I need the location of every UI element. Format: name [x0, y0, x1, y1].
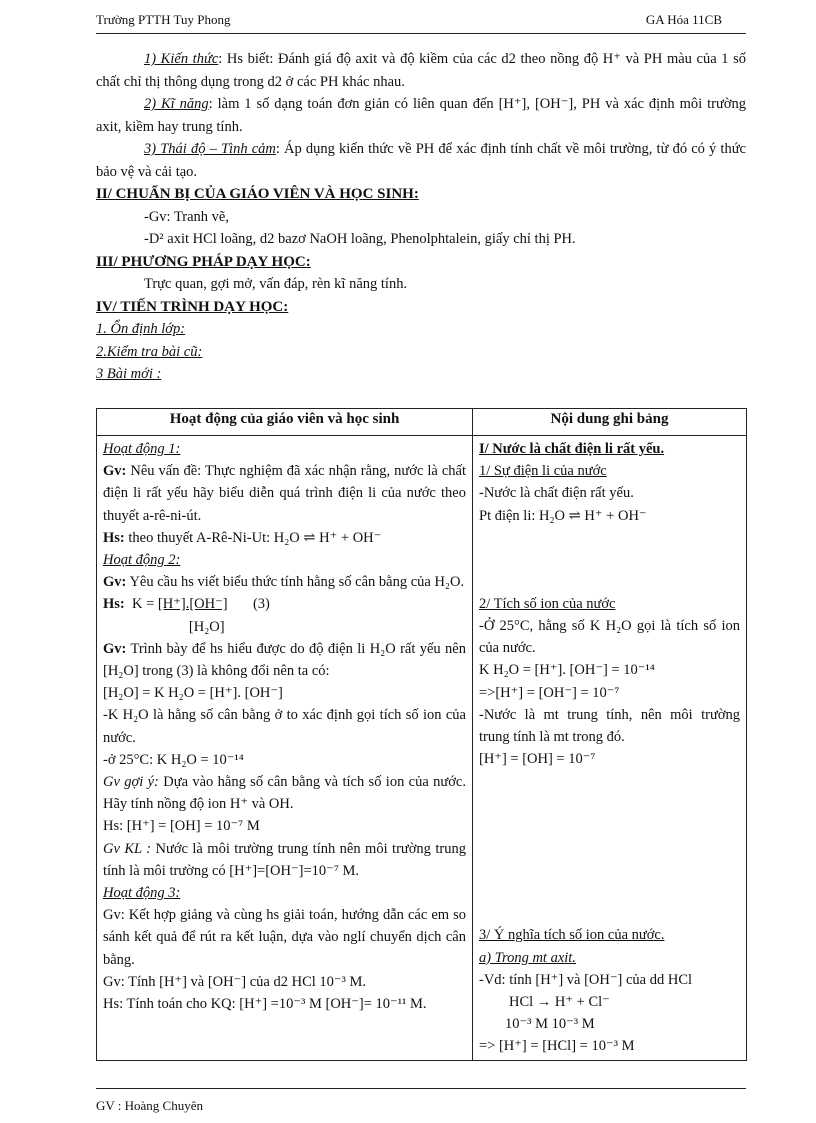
- board-cell: [473, 436, 747, 1061]
- header-course: GA Hóa 11CB: [645, 12, 722, 27]
- section-3-title: III/ PHƯƠNG PHÁP DẠY HỌC:: [96, 253, 311, 270]
- section-2-title: II/ CHUẨN BỊ CỦA GIÁO VIÊN VÀ HỌC SINH:: [96, 186, 419, 202]
- gv-3: Gv: Trình bày để hs hiểu được do độ điện li H₂O rất yếu nên [H₂O] trong (3) là không đổi nên ta có:: [103, 640, 466, 680]
- board-line-5: =>[H⁺] = [OH⁻] = 10⁻⁷: [479, 684, 620, 701]
- col-header-activities: Hoạt động của giáo viên và học sinh: [97, 409, 473, 436]
- intro-section: [96, 48, 746, 386]
- activities-cell: [97, 436, 473, 1061]
- col-header-board: Nội dung ghi bảng: [473, 409, 747, 436]
- activity-2-title: Hoạt động 2:: [103, 552, 181, 569]
- board-heading-1: I/ Nước là chất điện li rất yếu.: [479, 441, 665, 457]
- gv-4: Gv: Kết hợp giảng và cùng hs giải toán, hướng dẫn các em so sánh kết quả để rút ra kết luận, dựa vào nglí chuyển dịch cân bằng.: [103, 907, 466, 968]
- footer-divider: [96, 1088, 746, 1089]
- board-sub-3: 3/ Ý nghĩa tích số ion của nước.: [479, 927, 665, 944]
- section-4-title: IV/ TIẾN TRÌNH DẠY HỌC:: [96, 298, 289, 315]
- section-3-line-1: Trực quan, gợi mở, vấn đáp, rèn kĩ năng tính.: [144, 276, 408, 292]
- attitude-objective: 3) Thái độ – Tình cảm: Áp dụng kiến thức về PH để xác định tính chất về môi trường, từ đó có ý thức bảo vệ và cải tạo.: [96, 141, 746, 180]
- gv-hint: Gv gợi ý: Dựa vào hằng số cân bằng và tích số ion của nước. Hãy tính nồng độ ion H⁺ và OH.: [103, 774, 466, 813]
- board-line-11: => [H⁺] = [HCl] = 10⁻³ M: [479, 1038, 635, 1055]
- section-2-line-1: -Gv: Tranh vẽ,: [144, 208, 229, 225]
- hs-4: Hs: Tính toán cho KQ: [H⁺] =10⁻³ M [OH⁻]= 10⁻¹¹ M.: [103, 996, 427, 1013]
- board-line-9: HCl → H⁺ + Cl⁻: [509, 994, 610, 1011]
- k-formula: [H₂O] = K H₂O = [H⁺]. [OH⁻]: [103, 685, 283, 702]
- step-1: 1. Ổn định lớp:: [96, 321, 186, 337]
- board-line-2: Pt điện li: H₂O ⇌ H⁺ + OH⁻: [479, 507, 647, 524]
- hs-3: Hs: [H⁺] = [OH] = 10⁻⁷ M: [103, 818, 260, 835]
- header-divider: [96, 33, 746, 34]
- gv-1: Gv: Nêu vấn đề: Thực nghiệm đã xác nhận rằng, nước là chất điện li rất yếu hãy biểu diễn quá trình điện li của nước theo thuyết a-rê-ni-út.: [103, 463, 466, 524]
- board-line-4: K H₂O = [H⁺]. [OH⁻] = 10⁻¹⁴: [479, 662, 655, 679]
- board-line-7: [H⁺] = [OH] = 10⁻⁷: [479, 751, 596, 768]
- board-sub-3a: a) Trong mt axit.: [479, 949, 576, 966]
- header-school: Trường PTTH Tuy Phong: [96, 12, 231, 27]
- board-sub-1: 1/ Sự điện li của nước: [479, 463, 607, 480]
- k-definition: -K H₂O là hằng số cân bằng ở to xác định gọi tích số ion của nước.: [103, 707, 466, 746]
- board-line-6: -Nước là mt trung tính, nên môi trường trung tính là mt trong đó.: [479, 706, 740, 746]
- lesson-table: [96, 408, 747, 1061]
- step-3: 3 Bài mới :: [96, 366, 162, 382]
- step-2: 2.Kiểm tra bài cũ:: [96, 343, 203, 360]
- gv-5: Gv: Tính [H⁺] và [OH⁻] của d2 HCl 10⁻³ M.: [103, 973, 367, 990]
- gv-conclusion: Gv KL : Nước là môi trường trung tính nên môi trường trung tính là môi trường có [H⁺]=[OH⁻]=10⁻⁷ M.: [103, 840, 466, 879]
- gv-2: Gv: Yêu cầu hs viết biểu thức tính hằng số cân bằng của H₂O.: [103, 574, 465, 591]
- activity-3-title: Hoạt động 3:: [103, 885, 181, 902]
- knowledge-objective: 1) Kiến thức: Hs biết: Đánh giá độ axit và độ kiềm của các d2 theo nồng độ H⁺ và PH màu của 1 số chất chỉ thị thông dụng trong d2 ở các PH khác nhau.: [96, 51, 746, 90]
- k-25c: -ở 25°C: K H₂O = 10⁻¹⁴: [103, 751, 244, 768]
- board-line-1: -Nước là chất điện rất yếu.: [479, 485, 634, 502]
- board-line-10: 10⁻³ M 10⁻³ M: [505, 1016, 595, 1033]
- section-2-line-2: -D² axit HCl loãng, d2 bazơ NaOH loãng, Phenolphtalein, giấy chỉ thị PH.: [144, 231, 576, 247]
- footer-teacher: GV : Hoàng Chuyên: [96, 1098, 204, 1113]
- skills-objective: 2) Kĩ năng: làm 1 số dạng toán đơn giản có liên quan đến [H⁺], [OH⁻], PH và xác định môi trường axit, kiềm hay trung tính.: [96, 96, 746, 135]
- hs-2-formula: Hs: $K = \frac{[H^+].[OH^-]}{\text{[H₂O]}}$ (3): [103, 596, 270, 635]
- hs-1: Hs: theo thuyết A-Rê-Ni-Ut: H₂O ⇌ H⁺ + OH⁻: [103, 529, 382, 546]
- board-sub-2: 2/ Tích số ion của nước: [479, 595, 616, 612]
- activity-1-title: Hoạt động 1:: [103, 441, 181, 457]
- board-line-3: -Ở 25°C, hằng số K H₂O gọi là tích số ion của nước.: [479, 618, 740, 657]
- board-line-8: -Vd: tính [H⁺] và [OH⁻] của dd HCl: [479, 971, 693, 988]
